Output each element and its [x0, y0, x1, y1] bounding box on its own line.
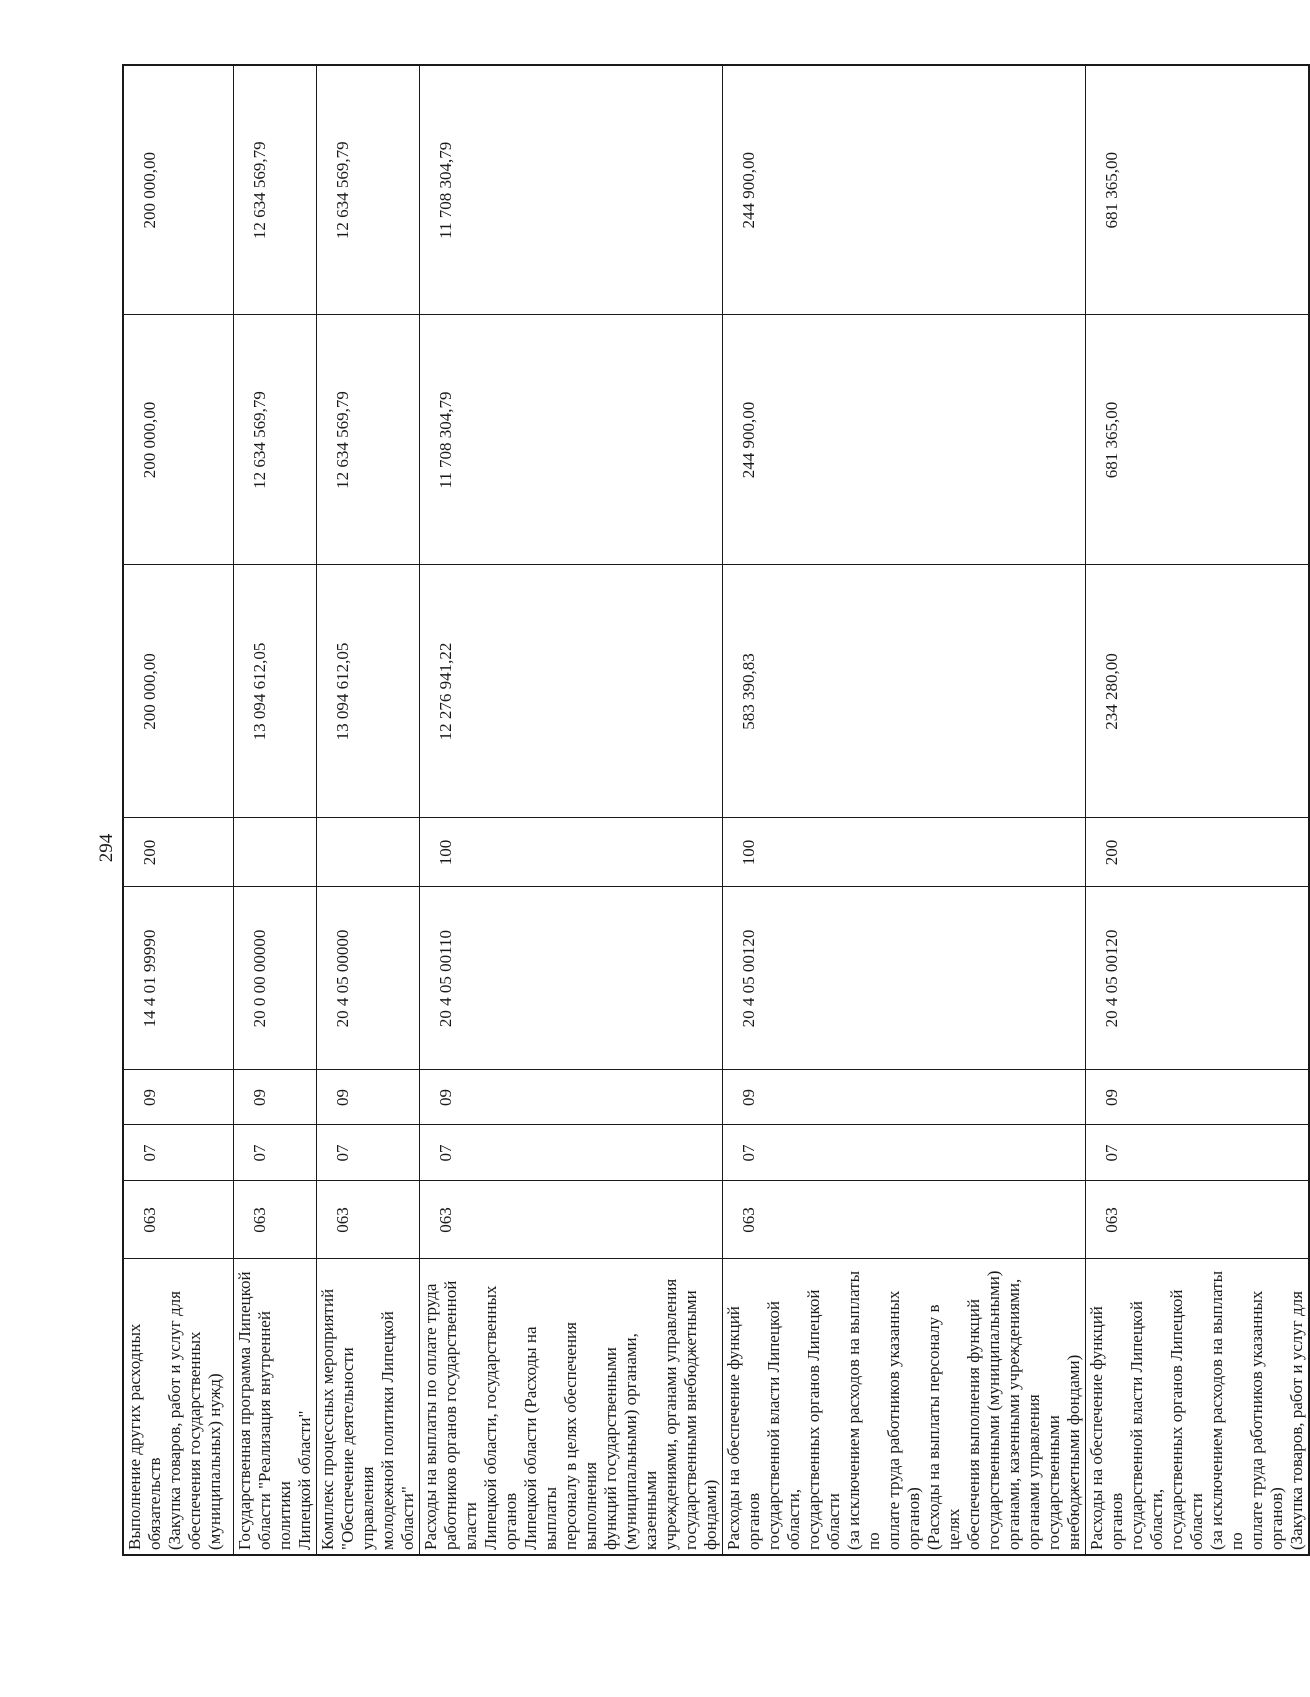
ministry-code: 063: [316, 1181, 419, 1259]
section-code: 07: [233, 1125, 316, 1181]
subsection-code: 09: [1085, 1070, 1309, 1125]
amount-3: 200 000,00: [123, 65, 233, 315]
section-code: 07: [316, 1125, 419, 1181]
section-code: 07: [419, 1125, 722, 1181]
target-code: 20 0 00 00000: [233, 887, 316, 1070]
subsection-code: 09: [123, 1070, 233, 1125]
amount-1: 200 000,00: [123, 565, 233, 818]
amount-2: 11 708 304,79: [419, 315, 722, 565]
amount-3: 12 634 569,79: [233, 65, 316, 315]
target-code: 20 4 05 00000: [316, 887, 419, 1070]
target-code: 20 4 05 00110: [419, 887, 722, 1070]
amount-2: 681 365,00: [1085, 315, 1309, 565]
table-row: [722, 65, 1085, 1555]
section-code: 07: [722, 1125, 1085, 1181]
amount-1: 12 276 941,22: [419, 565, 722, 818]
section-code: 07: [123, 1125, 233, 1181]
amount-1: 234 280,00: [1085, 565, 1309, 818]
table-row: [1085, 65, 1309, 1555]
target-code: 14 4 01 99990: [123, 887, 233, 1070]
budget-table: [122, 64, 1310, 1556]
amount-3: 681 365,00: [1085, 65, 1309, 315]
amount-1: 13 094 612,05: [233, 565, 316, 818]
amount-2: 12 634 569,79: [316, 315, 419, 565]
expense-type: 100: [722, 818, 1085, 887]
amount-2: 12 634 569,79: [233, 315, 316, 565]
budget-table-frame: [122, 66, 1306, 1556]
expense-type: 100: [419, 818, 722, 887]
row-name: Государственная программа Липецкой области "Реализация внутренней политики Липецкой области": [233, 1259, 316, 1555]
row-name: Расходы на обеспечение функций органов государственной власти Липецкой области, государственных органов Липецкой области (за исключением расходов на выплаты по оплате труда работников указанных органов) (Закупка товаров, работ и услуг для: [1085, 1259, 1309, 1555]
expense-type: [233, 818, 316, 887]
page-number: 294: [96, 833, 117, 863]
subsection-code: 09: [722, 1070, 1085, 1125]
amount-2: 244 900,00: [722, 315, 1085, 565]
ministry-code: 063: [123, 1181, 233, 1259]
row-name: Расходы на выплаты по оплате труда работников органов государственной власти Липецкой области, государственных органов Липецкой области (Расходы на выплаты персоналу в целях обеспечения выполнения функций государственными (муниципальными) органами, казенными учреждениями, органами управления государственными внебюджетными фондами): [419, 1259, 722, 1555]
target-code: 20 4 05 00120: [722, 887, 1085, 1070]
expense-type: [316, 818, 419, 887]
subsection-code: 09: [233, 1070, 316, 1125]
table-row: [123, 65, 233, 1555]
amount-2: 200 000,00: [123, 315, 233, 565]
amount-3: 12 634 569,79: [316, 65, 419, 315]
ministry-code: 063: [419, 1181, 722, 1259]
row-name: Комплекс процессных мероприятий "Обеспечение деятельности управления молодежной политики Липецкой области": [316, 1259, 419, 1555]
expense-type: 200: [1085, 818, 1309, 887]
table-row: [316, 65, 419, 1555]
section-code: 07: [1085, 1125, 1309, 1181]
ministry-code: 063: [722, 1181, 1085, 1259]
amount-3: 244 900,00: [722, 65, 1085, 315]
row-name: Расходы на обеспечение функций органов государственной власти Липецкой области, государственных органов Липецкой области (за исключением расходов на выплаты по оплате труда работников указанных органов) (Расходы на выплаты персоналу в целях обеспечения выполнения функций государственными (муниципальными) органами, казенными учреждениями, органами управления государственными внебюджетными фондами): [722, 1259, 1085, 1555]
subsection-code: 09: [419, 1070, 722, 1125]
amount-1: 13 094 612,05: [316, 565, 419, 818]
table-row: [233, 65, 316, 1555]
amount-1: 583 390,83: [722, 565, 1085, 818]
amount-3: 11 708 304,79: [419, 65, 722, 315]
row-name: Выполнение других расходных обязательств (Закупка товаров, работ и услуг для обеспечения государственных (муниципальных) нужд): [123, 1259, 233, 1555]
ministry-code: 063: [1085, 1181, 1309, 1259]
subsection-code: 09: [316, 1070, 419, 1125]
expense-type: 200: [123, 818, 233, 887]
ministry-code: 063: [233, 1181, 316, 1259]
table-row: [419, 65, 722, 1555]
target-code: 20 4 05 00120: [1085, 887, 1309, 1070]
